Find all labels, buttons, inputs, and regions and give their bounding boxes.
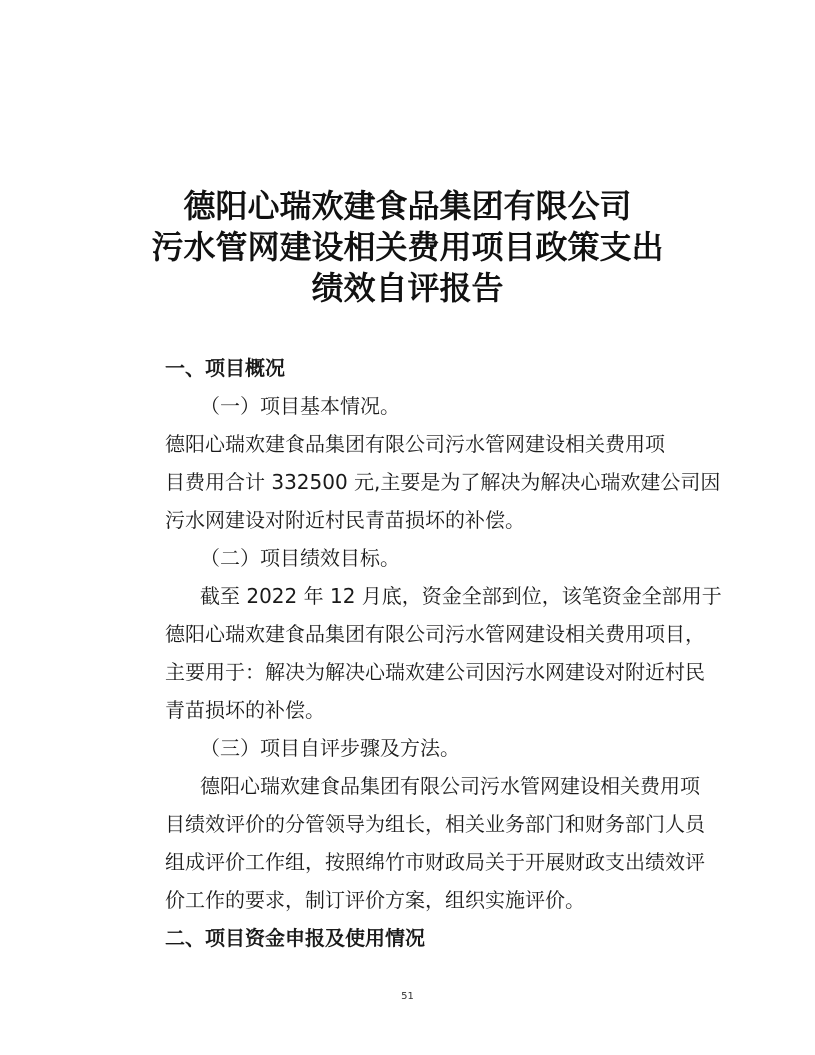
paragraph-line: 价工作的要求，制订评价方案，组织实施评价。 bbox=[165, 888, 585, 912]
paragraph-line: 主要用于：解决为解决心瑞欢建公司因污水网建设对附近村民 bbox=[165, 660, 705, 684]
paragraph-line: 组成评价工作组，按照绵竹市财政局关于开展财政支出绩效评 bbox=[165, 850, 705, 874]
section-heading-1: 一、项目概况 bbox=[165, 356, 285, 380]
paragraph-line: 截至 2022 年 12 月底，资金全部到位，该笔资金全部用于 bbox=[200, 584, 722, 608]
paragraph-line: 青苗损坏的补偿。 bbox=[165, 698, 325, 722]
paragraph-line: 德阳心瑞欢建食品集团有限公司污水管网建设相关费用项 bbox=[200, 774, 700, 798]
subsection-heading-3: （三）项目自评步骤及方法。 bbox=[200, 736, 460, 760]
subsection-heading-2: （二）项目绩效目标。 bbox=[200, 546, 400, 570]
title-line-2: 污水管网建设相关费用项目政策支出 bbox=[151, 228, 664, 266]
page-number: 51 bbox=[401, 991, 414, 1002]
subsection-heading-1: （一）项目基本情况。 bbox=[200, 394, 400, 418]
title-line-3: 绩效自评报告 bbox=[311, 269, 504, 307]
paragraph-line: 德阳心瑞欢建食品集团有限公司污水管网建设相关费用项目， bbox=[165, 622, 705, 646]
paragraph-line: 目费用合计 332500 元,主要是为了解决为解决心瑞欢建公司因 bbox=[165, 470, 721, 494]
paragraph-line: 目绩效评价的分管领导为组长，相关业务部门和财务部门人员 bbox=[165, 812, 705, 836]
document-title bbox=[100, 186, 715, 309]
paragraph-line: 德阳心瑞欢建食品集团有限公司污水管网建设相关费用项 bbox=[165, 432, 665, 456]
title-line-1: 德阳心瑞欢建食品集团有限公司 bbox=[183, 187, 632, 225]
section-heading-2: 二、项目资金申报及使用情况 bbox=[165, 926, 425, 950]
paragraph-line: 污水网建设对附近村民青苗损坏的补偿。 bbox=[165, 508, 525, 532]
